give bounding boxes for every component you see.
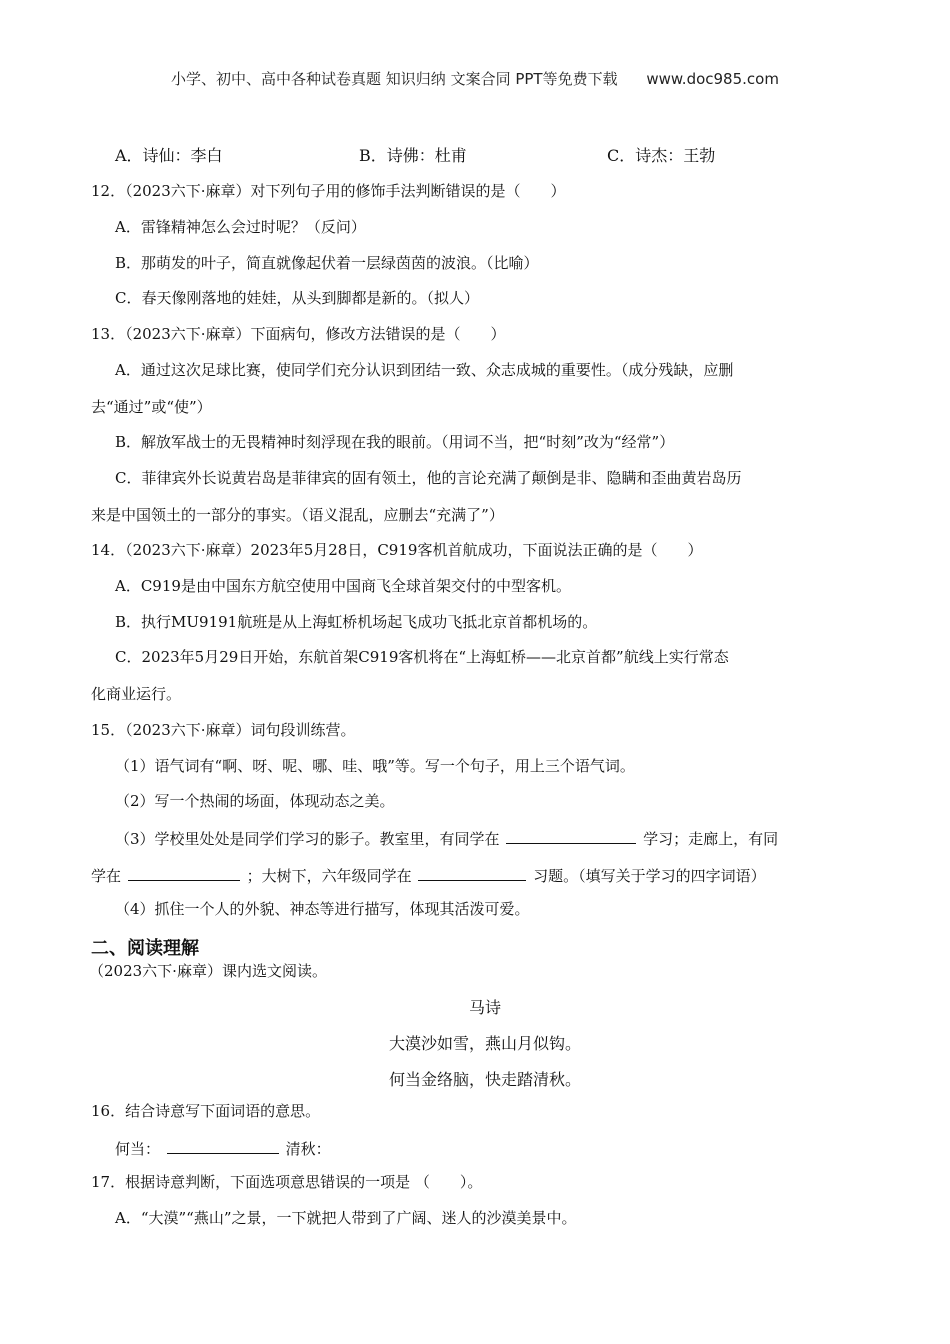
- q13-stem: 13．（2023六下·麻章）下面病句，修改方法错误的是（ ）: [91, 325, 506, 343]
- q15-part4: （4）抓住一个人的外貌、神态等进行描写，体现其活泼可爱。: [115, 900, 530, 918]
- q13-option-b: B．解放军战士的无畏精神时刻浮现在我的眼前。（用词不当，把“时刻”改为“经常”）: [115, 433, 675, 451]
- q13-option-a-line1: A．通过这次足球比赛，使同学们充分认识到团结一致、众志成城的重要性。（成分残缺，应删: [115, 361, 734, 379]
- q15-part1: （1）语气词有“啊、呀、呢、哪、哇、哦”等。写一个句子，用上三个语气词。: [115, 757, 635, 775]
- q15-part3-line2: [91, 864, 766, 886]
- header-text: 小学、初中、高中各种试卷真题 知识归纳 文案合同 PPT等免费下载: [171, 70, 618, 88]
- header-site-link[interactable]: www.doc985.com: [646, 70, 779, 88]
- poem-title: 马诗: [468, 998, 501, 1017]
- answer-blank-2[interactable]: [128, 864, 240, 881]
- answer-blank-3[interactable]: [418, 864, 526, 881]
- section-title: 二、阅读理解: [91, 938, 199, 959]
- q16-answer-line: [115, 1137, 331, 1159]
- page-header: [0, 68, 950, 89]
- q12-stem: 12．（2023六下·麻章）对下列句子用的修饰手法判断错误的是（ ）: [91, 182, 566, 200]
- q15-part3-text-e: 习题。（填写关于学习的四字词语）: [533, 867, 766, 885]
- q15-stem: 15．（2023六下·麻章）词句段训练营。: [91, 721, 356, 739]
- q12-option-b: B．那萌发的叶子，简直就像起伏着一层绿茵茵的波浪。（比喻）: [115, 254, 539, 272]
- q15-part3-text-c: 学在: [91, 867, 122, 885]
- q17-option-a: A．“大漠”“燕山”之景，一下就把人带到了广阔、迷人的沙漠美景中。: [115, 1209, 577, 1227]
- poem-line-2: 何当金络脑，快走踏清秋。: [388, 1070, 581, 1089]
- q16-label-qingqiu: 清秋：: [285, 1140, 331, 1158]
- q12-option-c: C．春天像刚落地的娃娃，从头到脚都是新的。（拟人）: [115, 289, 479, 307]
- q15-part3-line1: [115, 827, 778, 849]
- q14-option-c-line1: C．2023年5月29日开始，东航首架C919客机将在“上海虹桥——北京首都”航线上实行常态: [115, 648, 729, 666]
- q13-option-c-line1: C．菲律宾外长说黄岩岛是菲律宾的固有领土，他的言论充满了颠倒是非、隐瞒和歪曲黄岩岛历: [115, 469, 742, 487]
- q11-option-a: A．诗仙：李白: [115, 146, 223, 165]
- q11-option-c: C．诗杰：王勃: [607, 146, 716, 165]
- q16-stem: 16．结合诗意写下面词语的意思。: [91, 1102, 321, 1120]
- q15-part2: （2）写一个热闹的场面，体现动态之美。: [115, 792, 395, 810]
- poem-line-1: 大漠沙如雪，燕山月似钩。: [388, 1034, 581, 1053]
- answer-blank-hedang[interactable]: [167, 1137, 279, 1154]
- q12-option-a: A．雷锋精神怎么会过时呢？（反问）: [115, 218, 366, 236]
- q14-option-c-line2: 化商业运行。: [91, 685, 182, 703]
- q14-option-a: A．C919是由中国东方航空使用中国商飞全球首架交付的中型客机。: [115, 577, 571, 595]
- q15-part3-text-a: （3）学校里处处是同学们学习的影子。教室里，有同学在: [115, 830, 500, 848]
- q13-option-a-line2: 去“通过”或“使”）: [91, 398, 212, 416]
- q13-option-c-line2: 来是中国领土的一部分的事实。（语义混乱，应删去“充满了”）: [91, 506, 504, 524]
- q15-part3-text-b: 学习；走廊上，有同: [643, 830, 779, 848]
- q17-stem: 17．根据诗意判断，下面选项意思错误的一项是 （ ）。: [91, 1173, 483, 1191]
- q11-option-b: B．诗佛：杜甫: [359, 146, 467, 165]
- q15-part3-text-d: ；大树下，六年级同学在: [246, 867, 412, 885]
- section-intro: （2023六下·麻章）课内选文阅读。: [89, 962, 327, 980]
- answer-blank-1[interactable]: [506, 827, 636, 844]
- q14-option-b: B．执行MU9191航班是从上海虹桥机场起飞成功飞抵北京首都机场的。: [115, 613, 598, 631]
- q16-label-hedang: 何当：: [115, 1140, 161, 1158]
- q14-stem: 14．（2023六下·麻章）2023年5月28日，C919客机首航成功，下面说法正确的是（ ）: [91, 541, 703, 559]
